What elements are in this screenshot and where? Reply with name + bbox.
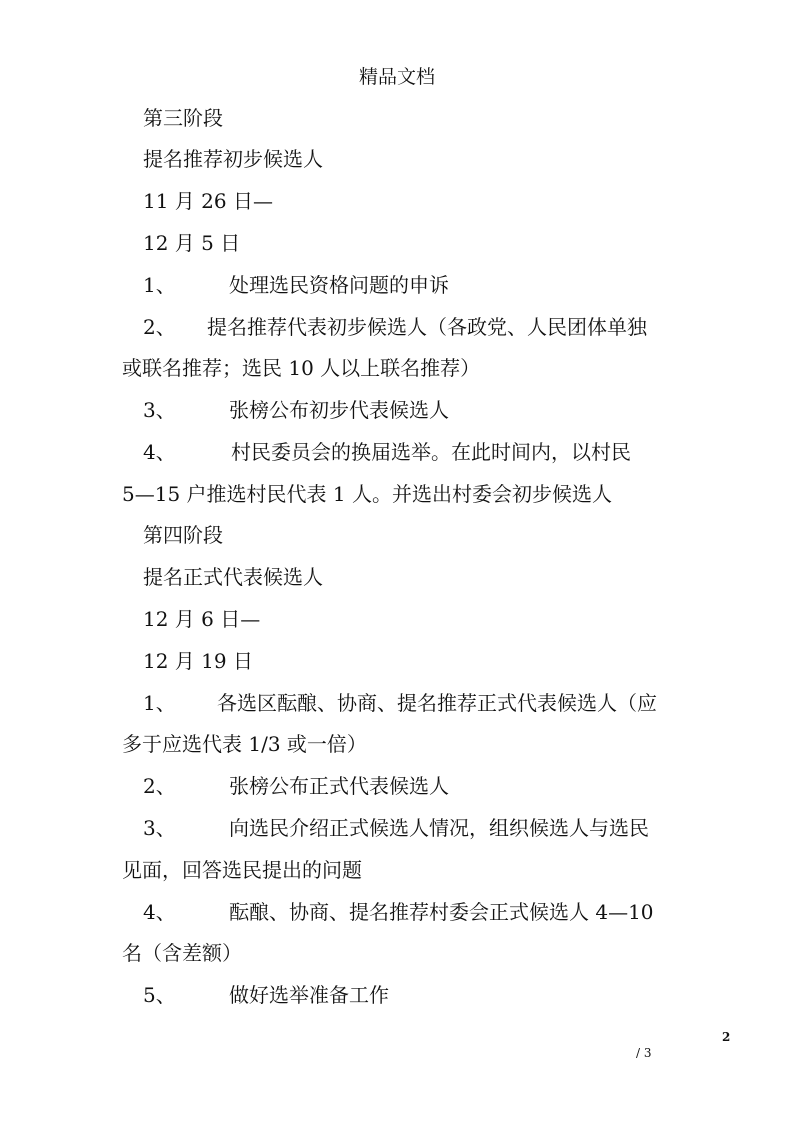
item-number: 3、 — [143, 398, 176, 422]
item-number: 3、 — [143, 816, 176, 840]
item-text: 村民委员会的换届选举。在此时间内，以村民 — [231, 440, 631, 464]
item-text: 处理选民资格问题的申诉 — [229, 273, 449, 297]
item-number: 2、 — [143, 774, 176, 798]
item-number: 4、 — [143, 440, 176, 464]
item-text: 做好选举准备工作 — [229, 983, 389, 1007]
item-number: 2、 — [143, 315, 176, 339]
item-text: 张榜公布初步代表候选人 — [229, 398, 449, 422]
item-text: 各选区酝酿、协商、提名推荐正式代表候选人（应 — [217, 691, 657, 715]
item-number: 1、 — [143, 273, 176, 297]
page-number: 2 — [722, 1030, 731, 1044]
page-total: / 3 — [636, 1046, 652, 1060]
item-text: 向选民介绍正式候选人情况，组织候选人与选民 — [229, 816, 649, 840]
item-number: 1、 — [143, 691, 176, 715]
item-text: 提名推荐代表初步候选人（各政党、人民团体单独 — [207, 315, 647, 339]
item-number: 4、 — [143, 900, 176, 924]
item-text: 酝酿、协商、提名推荐村委会正式候选人 4—10 — [229, 900, 654, 924]
item-text: 张榜公布正式代表候选人 — [229, 774, 449, 798]
item-number: 5、 — [143, 983, 176, 1007]
document-header: 精品文档 — [358, 66, 435, 88]
